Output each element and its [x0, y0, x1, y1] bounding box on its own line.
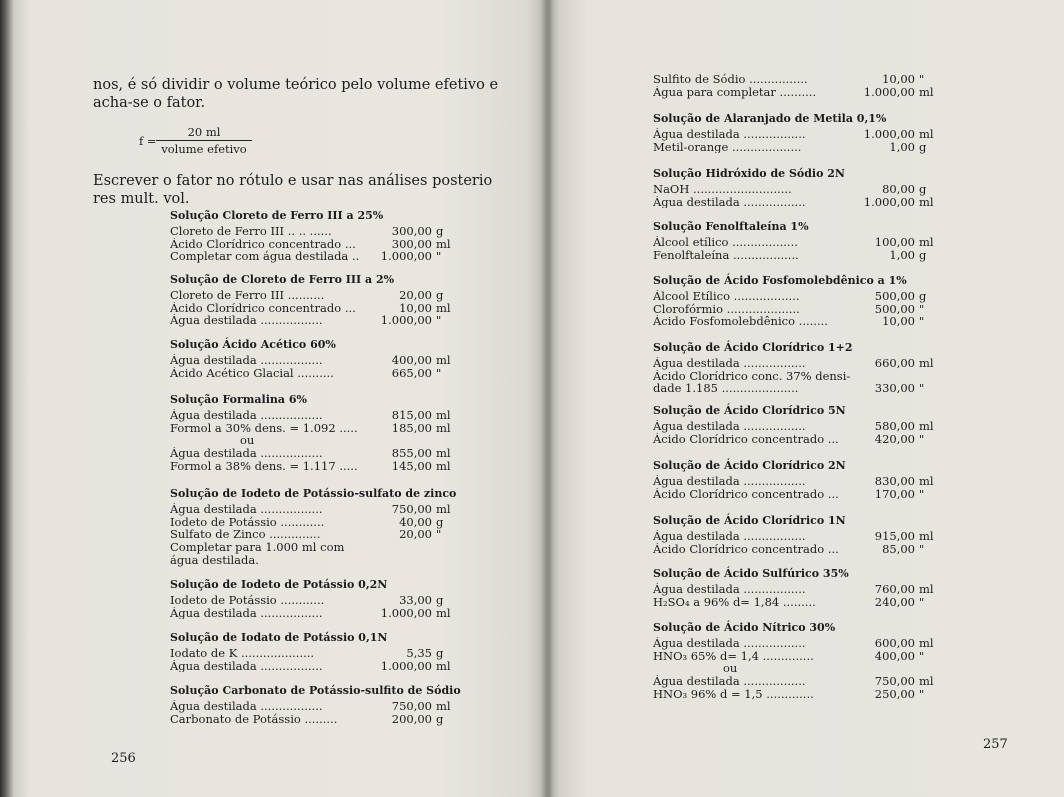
ingredient-quantity: 100,00: [874, 234, 915, 249]
ingredient-name: Ácido Clorídrico concentrado ...: [653, 432, 839, 446]
ingredient-row: [170, 541, 460, 554]
ingredient-name: Água destilada .................: [170, 659, 323, 673]
ingredient-name: Ácido Clorídrico concentrado ...: [653, 487, 839, 501]
ingredient-quantity: 10,00: [399, 300, 432, 315]
ingredient-name: Formol a 38% dens. = 1.117 .....: [170, 459, 358, 473]
ingredient-name: Água destilada .................: [170, 502, 323, 516]
ingredient-row: [170, 700, 460, 713]
ingredient-name: Álcool Etílico ..................: [653, 289, 800, 303]
recipe-title: Solução de Ácido Clorídrico 1N: [653, 514, 846, 527]
ingredient-quantity: 660,00: [874, 355, 915, 370]
ingredient-unit: ml: [919, 84, 934, 99]
ingredient-name: ou: [723, 662, 738, 676]
formula-denominator: volume efetivo: [161, 142, 247, 156]
ingredient-unit: ": [919, 541, 925, 556]
ingredient-name: Ácido Acético Glacial ..........: [170, 366, 334, 380]
recipe-title: Solução Fenolftaleína 1%: [653, 220, 809, 233]
ingredient-unit: ml: [436, 407, 451, 422]
ingredient-quantity: 915,00: [874, 528, 915, 543]
ingredient-row: [170, 460, 460, 473]
recipe-title: Solução de Iodeto de Potássio-sulfato de zinco: [170, 487, 457, 500]
ingredient-name: Completar para 1.000 ml com: [170, 541, 345, 554]
ingredient-row: [653, 688, 943, 701]
recipe-block: [653, 515, 943, 555]
ingredient-name: Ácido Clorídrico concentrado ...: [170, 301, 356, 315]
ingredient-quantity: 1.000,00: [380, 605, 432, 620]
ingredient-quantity: 5,35: [406, 645, 432, 660]
ingredient-quantity: 20,00: [399, 287, 432, 302]
formula-numerator: 20 ml: [187, 125, 221, 139]
ingredient-quantity: 85,00: [882, 541, 915, 556]
ingredient-name: Cloreto de Ferro III .. .. ......: [170, 224, 332, 238]
ingredient-row: [653, 488, 943, 501]
ingredient-name: Água destilada .................: [170, 408, 323, 422]
ingredient-name: Metil-orange ...................: [653, 140, 802, 154]
ingredient-quantity: 400,00: [391, 352, 432, 367]
ingredient-quantity: 200,00: [391, 711, 432, 726]
ingredient-row: [170, 409, 460, 422]
ingredient-unit: ": [919, 594, 925, 609]
ingredient-unit: ml: [919, 418, 934, 433]
ingredient-row: [170, 289, 460, 302]
ingredient-row: [653, 583, 943, 596]
ingredient-quantity: 600,00: [874, 635, 915, 650]
ingredient-row: [170, 354, 460, 367]
ingredient-name: Ácido Fosfomolebdênico ........: [653, 315, 828, 329]
ingredient-quantity: 170,00: [874, 486, 915, 501]
recipe-block: [653, 113, 943, 153]
ingredient-name: Água destilada .................: [653, 195, 806, 209]
ingredient-row: [653, 637, 943, 650]
ingredient-row: [653, 196, 943, 209]
ingredient-unit: g: [919, 288, 927, 303]
ingredient-row: [170, 594, 460, 607]
ingredient-quantity: 1.000,00: [380, 313, 432, 328]
recipe-block: [170, 274, 460, 327]
ingredient-quantity: 500,00: [874, 301, 915, 316]
ingredient-unit: ml: [436, 698, 451, 713]
page-number-left: 256: [111, 751, 136, 766]
ingredient-unit: ": [919, 72, 925, 86]
ingredient-unit: [432, 554, 460, 567]
recipe-block: [170, 339, 460, 379]
formula-fraction: [156, 124, 252, 157]
ingredient-name: Cloreto de Ferro III ..........: [170, 288, 325, 302]
ingredient-name: Ácido Clorídrico conc. 37% densi-: [653, 369, 851, 383]
recipe-block: [170, 579, 460, 619]
ingredient-name: Água destilada .................: [653, 127, 806, 141]
recipe-block: [653, 622, 943, 701]
ingredient-name: HNO₃ 65% d= 1,4 ..............: [653, 649, 814, 663]
ingredient-row: [653, 475, 943, 488]
ingredient-row: [170, 554, 460, 567]
ingredient-name: Água destilada .................: [653, 474, 806, 488]
ingredient-quantity: 855,00: [391, 446, 432, 461]
ingredient-unit: g: [436, 645, 444, 660]
ingredient-unit: ml: [919, 355, 934, 370]
ingredient-row: [653, 141, 943, 154]
ingredient-row: [653, 86, 943, 99]
ingredient-name: Fenolftaleína ..................: [653, 248, 799, 262]
recipe-title: Solução de Cloreto de Ferro III a 2%: [170, 273, 395, 286]
ingredient-name: Ácido Clorídrico concentrado ...: [653, 542, 839, 556]
ingredient-row: [170, 607, 460, 620]
ingredient-row: [170, 422, 460, 435]
ingredient-row: [653, 128, 943, 141]
ingredient-unit: g: [919, 181, 927, 196]
ingredient-row: [170, 647, 460, 660]
ingredient-quantity: 665,00: [391, 365, 432, 380]
ingredient-name: Água destilada .................: [653, 582, 806, 596]
ingredient-quantity: 420,00: [874, 431, 915, 446]
ingredient-unit: ml: [436, 605, 451, 620]
ingredient-row: [170, 503, 460, 516]
ingredient-row: [170, 713, 460, 726]
ingredient-quantity: 1,00: [889, 247, 915, 262]
ingredient-unit: g: [436, 287, 444, 302]
ingredient-unit: ": [436, 527, 442, 542]
ingredient-unit: g: [436, 514, 444, 529]
ingredient-quantity: 145,00: [391, 458, 432, 473]
recipe-title: Solução de Ácido Clorídrico 5N: [653, 404, 846, 417]
formula-lhs: f =: [139, 134, 157, 148]
recipe-block: [170, 394, 460, 473]
ingredient-name: Água destilada .................: [653, 529, 806, 543]
ingredient-name: Água destilada .................: [170, 353, 323, 367]
ingredient-row: [653, 357, 943, 370]
ingredient-quantity: 80,00: [882, 181, 915, 196]
ingredient-name: Iodato de K ....................: [170, 646, 315, 660]
recipe-title: Solução de Ácido Fosfomolebdênico a 1%: [653, 274, 907, 287]
recipe-block: [170, 632, 460, 672]
ingredient-name: NaOH ...........................: [653, 182, 792, 196]
ingredient-unit: ml: [436, 236, 451, 251]
ingredient-unit: g: [919, 139, 927, 154]
recipe-block: [170, 488, 460, 567]
recipe-block: [653, 168, 943, 208]
ingredient-quantity: 10,00: [882, 72, 915, 86]
ingredient-unit: ": [919, 686, 925, 701]
ingredient-name: Completar com água destilada ..: [170, 250, 360, 264]
recipe-title: Solução Cloreto de Ferro III a 25%: [170, 209, 384, 222]
ingredient-unit: ml: [919, 635, 934, 650]
recipe-title: Solução Formalina 6%: [170, 393, 307, 406]
ingredient-row: [653, 420, 943, 433]
recipe-block: [653, 405, 943, 445]
ingredient-unit: ": [919, 486, 925, 501]
ingredient-row: [653, 249, 943, 262]
ingredient-unit: ": [919, 648, 925, 663]
intro-paragraph-1: nos, é só dividir o volume teórico pelo volume efetivo e acha-se o fator.: [93, 77, 499, 111]
ingredient-name: Água destilada .................: [653, 675, 806, 688]
ingredient-unit: ml: [919, 234, 934, 249]
ingredient-name: Ácido Clorídrico concentrado ...: [170, 237, 356, 251]
ingredient-quantity: 1,00: [889, 139, 915, 154]
ingredient-quantity: 750,00: [874, 674, 915, 689]
ingredient-quantity: 815,00: [391, 407, 432, 422]
ingredient-unit: ml: [436, 446, 451, 461]
recipe-block: [653, 275, 943, 328]
ingredient-quantity: 40,00: [399, 514, 432, 529]
ingredient-row: [653, 315, 943, 328]
ingredient-quantity: 580,00: [874, 418, 915, 433]
ingredient-unit: ": [436, 365, 442, 380]
ingredient-unit: ml: [436, 501, 451, 516]
ingredient-unit: ": [919, 314, 925, 329]
ingredient-name: água destilada.: [170, 553, 259, 567]
fator-formula: [139, 124, 279, 160]
ingredient-quantity: 830,00: [874, 473, 915, 488]
ingredient-name: H₂SO₄ a 96% d= 1,84 .........: [653, 595, 816, 609]
ingredient-unit: ml: [919, 528, 934, 543]
ingredient-unit: ": [919, 301, 925, 316]
ingredient-name: Água destilada .................: [653, 419, 806, 433]
ingredient-quantity: 1.000,00: [863, 126, 915, 141]
ingredient-row: [653, 382, 943, 395]
ingredient-quantity: 185,00: [391, 420, 432, 435]
ingredient-quantity: 300,00: [391, 236, 432, 251]
ingredient-name: Formol a 30% dens. = 1.092 .....: [170, 421, 358, 435]
ingredient-quantity: 300,00: [391, 223, 432, 238]
ingredient-row: [170, 528, 460, 541]
ingredient-unit: ml: [436, 352, 451, 367]
ingredient-quantity: 750,00: [391, 698, 432, 713]
ingredient-row: [653, 650, 943, 663]
right-page: [548, 0, 1064, 797]
ingredient-unit: ": [436, 249, 442, 264]
ingredient-unit: [432, 541, 460, 554]
ingredient-unit: g: [436, 711, 444, 726]
recipe-block: [170, 685, 460, 725]
recipe-block: [653, 460, 943, 500]
ingredient-unit: ": [919, 431, 925, 446]
ingredient-name: Carbonato de Potássio .........: [170, 712, 338, 726]
ingredient-row: [653, 236, 943, 249]
ingredient-unit: ml: [919, 473, 934, 488]
ingredient-name: Água destilada .................: [170, 606, 323, 620]
recipe-title: Solução de Alaranjado de Metila 0,1%: [653, 112, 887, 125]
ingredient-quantity: 1.000,00: [863, 84, 915, 99]
page-number-right: 257: [983, 737, 1008, 752]
recipe-title: Solução de Ácido Sulfúrico 35%: [653, 567, 849, 580]
recipe-block: [653, 568, 943, 608]
ingredient-name: Água destilada .................: [653, 636, 806, 650]
recipe-title: Solução de Ácido Clorídrico 1+2: [653, 341, 853, 354]
ingredient-quantity: 1.000,00: [863, 194, 915, 209]
recipe-title: Solução de Ácido Clorídrico 2N: [653, 459, 846, 472]
ingredient-name: Iodeto de Potássio ............: [170, 593, 325, 607]
ingredient-name: Água destilada .................: [653, 356, 806, 370]
ingredient-quantity: 10,00: [882, 314, 915, 329]
ingredient-row: [653, 290, 943, 303]
ingredient-name: ou: [240, 434, 255, 448]
ingredient-row: [653, 433, 943, 446]
ingredient-unit: g: [436, 223, 444, 238]
ingredient-quantity: 400,00: [874, 648, 915, 663]
ingredient-name: Clorofórmio ....................: [653, 302, 800, 316]
ingredient-unit: ml: [919, 674, 934, 689]
ingredient-unit: ": [919, 381, 925, 396]
ingredient-name: Sulfito de Sódio ................: [653, 73, 808, 86]
ingredient-name: dade 1.185 .....................: [653, 382, 799, 396]
ingredient-name: Água destilada .................: [170, 699, 323, 713]
ingredient-quantity: 33,00: [399, 592, 432, 607]
recipe-title: Solução Carbonato de Potássio-sulfito de Sódio: [170, 684, 461, 697]
ingredient-name: Iodeto de Potássio ............: [170, 515, 325, 529]
ingredient-name: HNO₃ 96% d = 1,5 .............: [653, 687, 814, 701]
ingredient-unit: ml: [436, 300, 451, 315]
ingredient-quantity: 240,00: [874, 594, 915, 609]
ingredient-name: Água destilada .................: [170, 447, 323, 460]
book-gutter: [540, 0, 554, 797]
ingredient-unit: g: [919, 247, 927, 262]
ingredient-unit: ml: [919, 126, 934, 141]
recipe-title: Solução de Iodeto de Potássio 0,2N: [170, 578, 388, 591]
ingredient-row: [170, 250, 460, 263]
ingredient-row: [653, 543, 943, 556]
ingredient-unit: ml: [919, 194, 934, 209]
ingredient-name: Água destilada .................: [170, 314, 323, 328]
ingredient-unit: ": [436, 313, 442, 328]
recipe-title: Solução Hidróxido de Sódio 2N: [653, 167, 845, 180]
ingredient-row: [653, 73, 943, 86]
recipe-block: [653, 73, 943, 99]
ingredient-name: Sulfato de Zinco ..............: [170, 528, 321, 542]
ingredient-quantity: 250,00: [874, 686, 915, 701]
ingredient-quantity: 1.000,00: [380, 249, 432, 264]
ingredient-quantity: 1.000,00: [380, 658, 432, 673]
intro-paragraph-2: Escrever o fator no rótulo e usar nas análises posterio res mult. vol.: [93, 173, 493, 207]
ingredient-quantity: 750,00: [391, 501, 432, 516]
ingredient-name: Álcool etílico ..................: [653, 235, 798, 249]
ingredient-unit: ml: [436, 458, 451, 473]
recipe-title: Solução de Ácido Nítrico 30%: [653, 621, 836, 634]
ingredient-quantity: 20,00: [399, 527, 432, 542]
recipe-block: [653, 342, 943, 395]
ingredient-row: [170, 314, 460, 327]
ingredient-unit: ml: [436, 420, 451, 435]
ingredient-quantity: 330,00: [874, 381, 915, 396]
recipe-title: Solução Ácido Acético 60%: [170, 338, 336, 351]
recipe-block: [653, 221, 943, 261]
ingredient-row: [653, 183, 943, 196]
ingredient-unit: ml: [436, 658, 451, 673]
recipe-title: Solução de Iodato de Potássio 0,1N: [170, 631, 388, 644]
ingredient-row: [653, 596, 943, 609]
ingredient-unit: g: [436, 592, 444, 607]
ingredient-row: [170, 225, 460, 238]
ingredient-quantity: 500,00: [874, 288, 915, 303]
ingredient-row: [170, 660, 460, 673]
ingredient-unit: ml: [919, 581, 934, 596]
ingredient-name: Água para completar ..........: [653, 85, 817, 99]
ingredient-row: [170, 367, 460, 380]
ingredient-row: [653, 530, 943, 543]
recipe-block: [170, 210, 460, 263]
ingredient-quantity: 760,00: [874, 581, 915, 596]
